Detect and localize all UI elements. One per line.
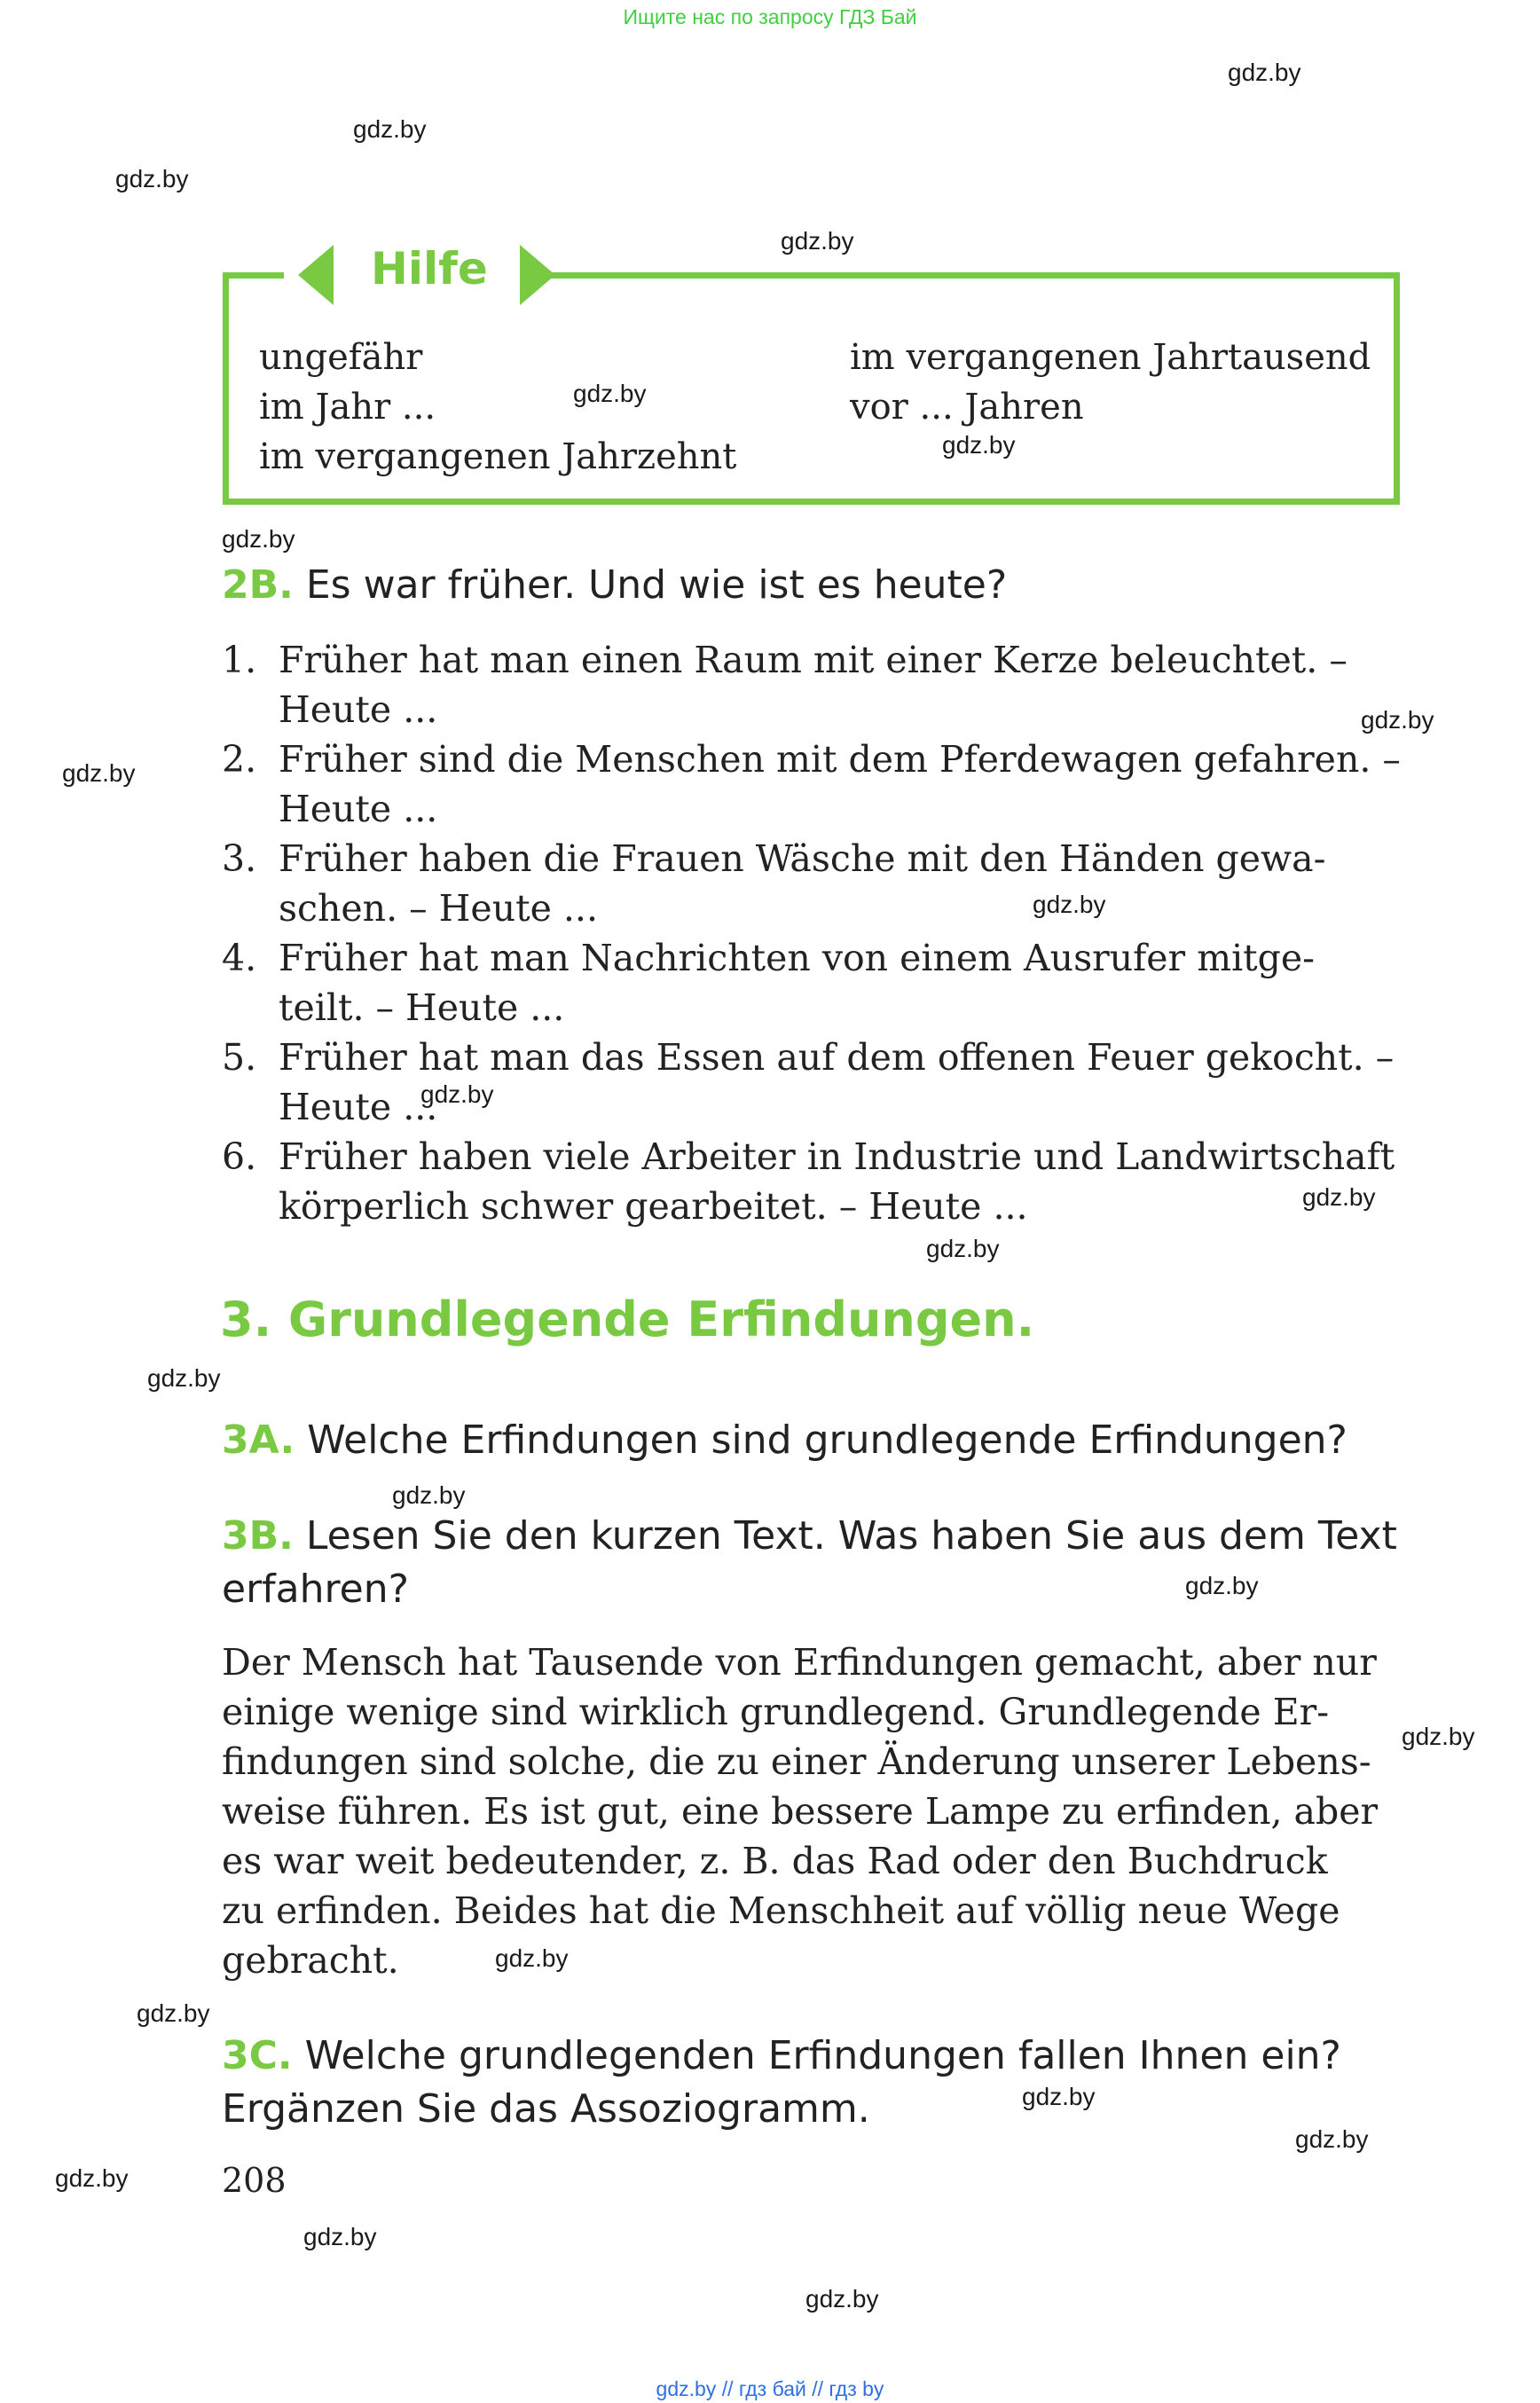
list-item-line: Früher hat man Nachrichten von einem Ausrufer mitge- <box>279 937 1316 979</box>
paragraph-line: findungen sind solche, die zu einer Änderung unserer Lebens- <box>222 1740 1371 1783</box>
watermark: gdz.by <box>62 759 136 787</box>
bottom-banner[interactable]: gdz.by // гдз бай // гдз by <box>656 2377 884 2400</box>
exercise-number: 3B. <box>222 1513 294 1559</box>
list-number: 6. <box>222 1135 257 1178</box>
watermark: gdz.by <box>805 2285 879 2313</box>
paragraph-line: einige wenige sind wirklich grundlegend. Grundlegende Er- <box>222 1691 1330 1733</box>
list-item-line: Heute ... <box>279 688 438 731</box>
watermark: gdz.by <box>420 1080 494 1108</box>
hilfe-item: vor ... Jahren <box>850 387 1084 428</box>
arrow-left-icon <box>298 245 334 305</box>
list-item-line: Früher haben die Frauen Wäsche mit den Händen gewa- <box>279 837 1326 880</box>
watermark: gdz.by <box>353 115 427 143</box>
list-number: 5. <box>222 1036 257 1079</box>
paragraph-line: Der Mensch hat Tausende von Erfindungen gemacht, aber nur <box>222 1641 1377 1684</box>
watermark: gdz.by <box>942 431 1016 459</box>
list-item-line: Früher hat man einen Raum mit einer Kerze beleuchtet. – <box>279 639 1348 681</box>
watermark: gdz.by <box>1402 1723 1475 1750</box>
exercise-title: Welche grundlegenden Erfindungen fallen Ihnen ein? <box>304 2033 1341 2078</box>
list-number: 2. <box>222 738 257 781</box>
top-banner: Ищите нас по запросу ГДЗ Бай <box>623 5 917 28</box>
watermark: gdz.by <box>1022 2083 1096 2110</box>
watermark: gdz.by <box>1295 2125 1369 2153</box>
paragraph-line: weise führen. Es ist gut, eine bessere Lampe zu erfinden, aber <box>222 1790 1379 1833</box>
list-number: 3. <box>222 837 257 880</box>
exercise-2b-heading <box>222 562 1007 608</box>
list-number: 4. <box>222 937 257 979</box>
exercise-3-heading <box>220 1292 1034 1347</box>
watermark: gdz.by <box>115 165 189 192</box>
paragraph-line: zu erfinden. Beides hat die Menschheit auf völlig neue Wege <box>222 1889 1340 1932</box>
watermark: gdz.by <box>55 2164 129 2192</box>
hilfe-item: im vergangenen Jahrtausend <box>850 337 1371 378</box>
watermark: gdz.by <box>781 227 854 255</box>
list-item-line: Heute ... <box>279 788 438 830</box>
paragraph-line: gebracht. <box>222 1939 399 1982</box>
arrow-right-icon <box>520 245 555 305</box>
exercise-3b-heading <box>222 1513 1397 1559</box>
watermark: gdz.by <box>495 1944 569 1972</box>
exercise-3c-heading <box>222 2033 1341 2078</box>
exercise-number: 3. <box>220 1292 272 1347</box>
watermark: gdz.by <box>573 380 647 407</box>
watermark: gdz.by <box>147 1364 221 1392</box>
hilfe-item: im Jahr ... <box>259 387 436 428</box>
exercise-title: Lesen Sie den kurzen Text. Was haben Sie aus dem Text <box>305 1513 1397 1559</box>
paragraph-line: es war weit bedeutender, z. B. das Rad oder den Buchdruck <box>222 1840 1328 1882</box>
watermark: gdz.by <box>1185 1572 1259 1599</box>
list-number: 1. <box>222 639 257 681</box>
exercise-number: 3A. <box>222 1417 295 1463</box>
exercise-3a-heading <box>222 1417 1348 1463</box>
watermark: gdz.by <box>926 1235 1000 1262</box>
watermark: gdz.by <box>303 2223 377 2250</box>
exercise-number: 2B. <box>222 562 294 608</box>
watermark: gdz.by <box>1033 891 1106 918</box>
watermark: gdz.by <box>1302 1183 1376 1211</box>
watermark: gdz.by <box>137 1999 210 2027</box>
watermark: gdz.by <box>1228 59 1301 86</box>
exercise-3b-heading-line2: erfahren? <box>222 1567 409 1612</box>
watermark: gdz.by <box>222 525 295 553</box>
exercise-title: Welche Erfindungen sind grundlegende Erfindungen? <box>307 1417 1348 1463</box>
exercise-number: 3C. <box>222 2033 293 2078</box>
list-item-line: Früher sind die Menschen mit dem Pferdewagen gefahren. – <box>279 738 1401 781</box>
hilfe-item: im vergangenen Jahrzehnt <box>259 436 737 477</box>
page-number: 208 <box>222 2161 287 2200</box>
exercise-title: Es war früher. Und wie ist es heute? <box>305 562 1008 608</box>
list-item-line: teilt. – Heute ... <box>279 986 565 1029</box>
list-item-line: Heute ... <box>279 1086 438 1128</box>
watermark: gdz.by <box>1361 706 1434 734</box>
list-item-line: schen. – Heute ... <box>279 887 598 930</box>
exercise-title: Grundlegende Erfindungen. <box>287 1292 1035 1347</box>
hilfe-title: Hilfe <box>371 243 488 294</box>
hilfe-item: ungefähr <box>259 337 423 378</box>
list-item-line: Früher haben viele Arbeiter in Industrie und Landwirtschaft <box>279 1135 1395 1178</box>
exercise-3c-heading-line2: Ergänzen Sie das Assoziogramm. <box>222 2086 870 2132</box>
watermark: gdz.by <box>392 1481 466 1509</box>
list-item-line: körperlich schwer gearbeitet. – Heute ... <box>279 1185 1028 1228</box>
list-item-line: Früher hat man das Essen auf dem offenen Feuer gekocht. – <box>279 1036 1395 1079</box>
